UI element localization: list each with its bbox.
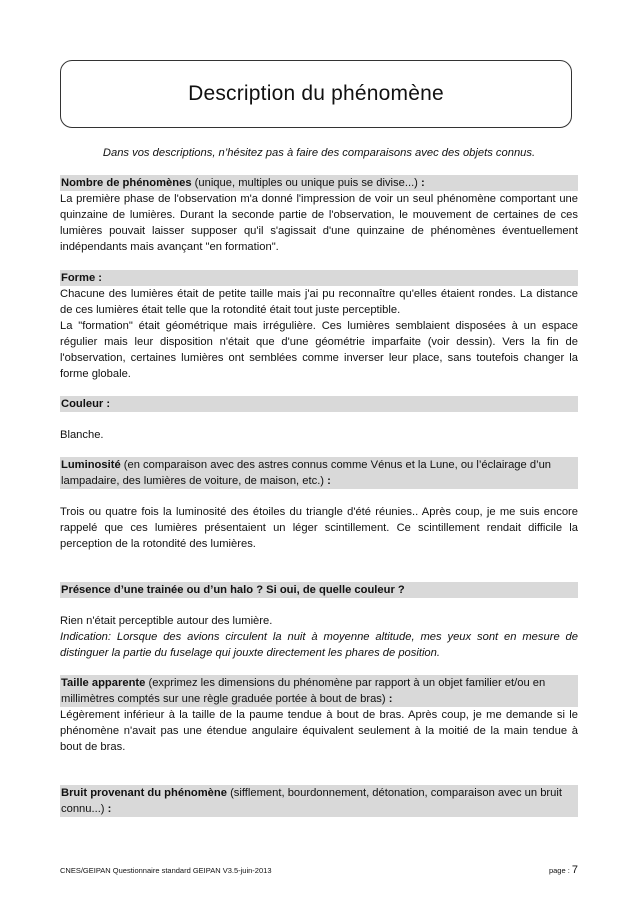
section-couleur-header <box>60 396 578 412</box>
section-forme-text <box>60 286 578 382</box>
footer-document-reference: CNES/GEIPAN Questionnaire standard GEIPAN V3.5-juin-2013 <box>60 866 272 875</box>
section-luminosite <box>60 457 578 552</box>
section-taille-label: Taille apparente <box>61 677 146 689</box>
section-nombre-label: Nombre de phénomènes <box>61 177 192 189</box>
section-luminosite-text <box>60 504 578 552</box>
section-taille-colon: : <box>388 693 393 705</box>
section-trainee-indication: Indication: Lorsque des avions circulent la nuit à moyenne altitude, mes yeux sont en mesure de distinguer la partie du fuselage qui jouxte directement les phares de position. <box>60 631 578 659</box>
section-trainee-paragraph: Rien n'était perceptible autour des lumière. <box>60 615 273 627</box>
section-forme-paragraph-1: Chacune des lumières était de petite taille mais j'ai pu reconnaître qu'elles étaient rondes. La distance de ces lumières était telle que la rotondité était tout juste perceptible. <box>60 288 578 316</box>
section-couleur-label: Couleur : <box>61 398 111 410</box>
section-nombre-hint: (unique, multiples ou unique puis se divise...) <box>191 177 422 189</box>
section-trainee-header <box>60 582 578 598</box>
section-bruit <box>60 785 578 817</box>
section-nombre-text <box>60 191 578 255</box>
section-nombre-paragraph: La première phase de l'observation m'a donné l'impression de voir un seul phénomène comportant une quinzaine de lumières. Durant la seconde partie de l'observation, le mouvement de certaines de ces lumières pouvait laisser supposer qu'il s'agissait d'une quinzaine de phénomènes éventuellement indépendants mais avançant "en formation". <box>60 193 578 253</box>
footer-page-label: page : <box>548 866 572 875</box>
footer-page <box>549 864 578 876</box>
form-content <box>60 175 578 817</box>
section-taille-text <box>60 707 578 755</box>
title-box <box>60 60 572 128</box>
section-bruit-header <box>60 785 578 817</box>
page-footer <box>60 864 578 876</box>
section-luminosite-paragraph: Trois ou quatre fois la luminosité des étoiles du triangle d'été réunies.. Après coup, je me suis encore rappelé que ces lumières présentaient un léger scintillement. Ce scintillement rendait difficile la perception de la rotondité des lumières. <box>60 506 578 550</box>
section-taille <box>60 675 578 755</box>
section-couleur-text <box>60 427 578 443</box>
intro-text: Dans vos descriptions, n’hésitez pas à faire des comparaisons avec des objets connus. <box>102 147 536 159</box>
section-bruit-colon: : <box>107 803 112 815</box>
section-nombre-colon: : <box>421 177 425 189</box>
section-luminosite-hint: (en comparaison avec des astres connus comme Vénus et la Lune, ou l’éclairage d’un lampadaire, des lumières de voiture, de maison, etc.) <box>61 459 552 487</box>
section-trainee <box>60 582 578 661</box>
section-forme-paragraph-2: La "formation" était géométrique mais irrégulière. Ces lumières semblaient disposées à un espace régulier mais leur disposition n'était que d'une géométrie imparfaite (voir dessin). Vers la fin de l'observation, certaines lumières ont semblées comme inverser leur place, sans toutefois changer la forme globale. <box>60 320 578 380</box>
section-luminosite-header <box>60 457 578 489</box>
section-taille-paragraph: Légèrement inférieur à la taille de la paume tendue à bout de bras. Après coup, je me demande si le phénomène n'avait pas une étendue angulaire équivalent seulement à la moitié de la main tendue à bout de bras. <box>60 709 578 753</box>
section-trainee-text <box>60 613 578 661</box>
section-bruit-label: Bruit provenant du phénomène <box>61 787 227 799</box>
section-nombre <box>60 175 578 255</box>
section-taille-header <box>60 675 578 707</box>
footer-page-number: 7 <box>571 864 578 876</box>
section-forme-label: Forme : <box>61 272 103 284</box>
section-nombre-header <box>60 175 578 191</box>
section-bruit-hint: (sifflement, bourdonnement, détonation, comparaison avec un bruit connu...) <box>61 787 562 815</box>
page-title: Description du phénomène <box>188 82 444 105</box>
section-taille-hint: (exprimez les dimensions du phénomène par rapport à un objet familier et/ou en millimètres comptés sur une règle graduée portée à bout de bras) <box>61 677 546 705</box>
section-forme-header <box>60 270 578 286</box>
section-trainee-label: Présence d’une trainée ou d’un halo ? Si oui, de quelle couleur ? <box>61 584 405 596</box>
section-forme <box>60 270 578 382</box>
section-luminosite-label: Luminosité <box>61 459 121 471</box>
section-couleur <box>60 396 578 443</box>
section-couleur-paragraph: Blanche. <box>60 429 104 441</box>
section-luminosite-colon: : <box>327 475 331 487</box>
